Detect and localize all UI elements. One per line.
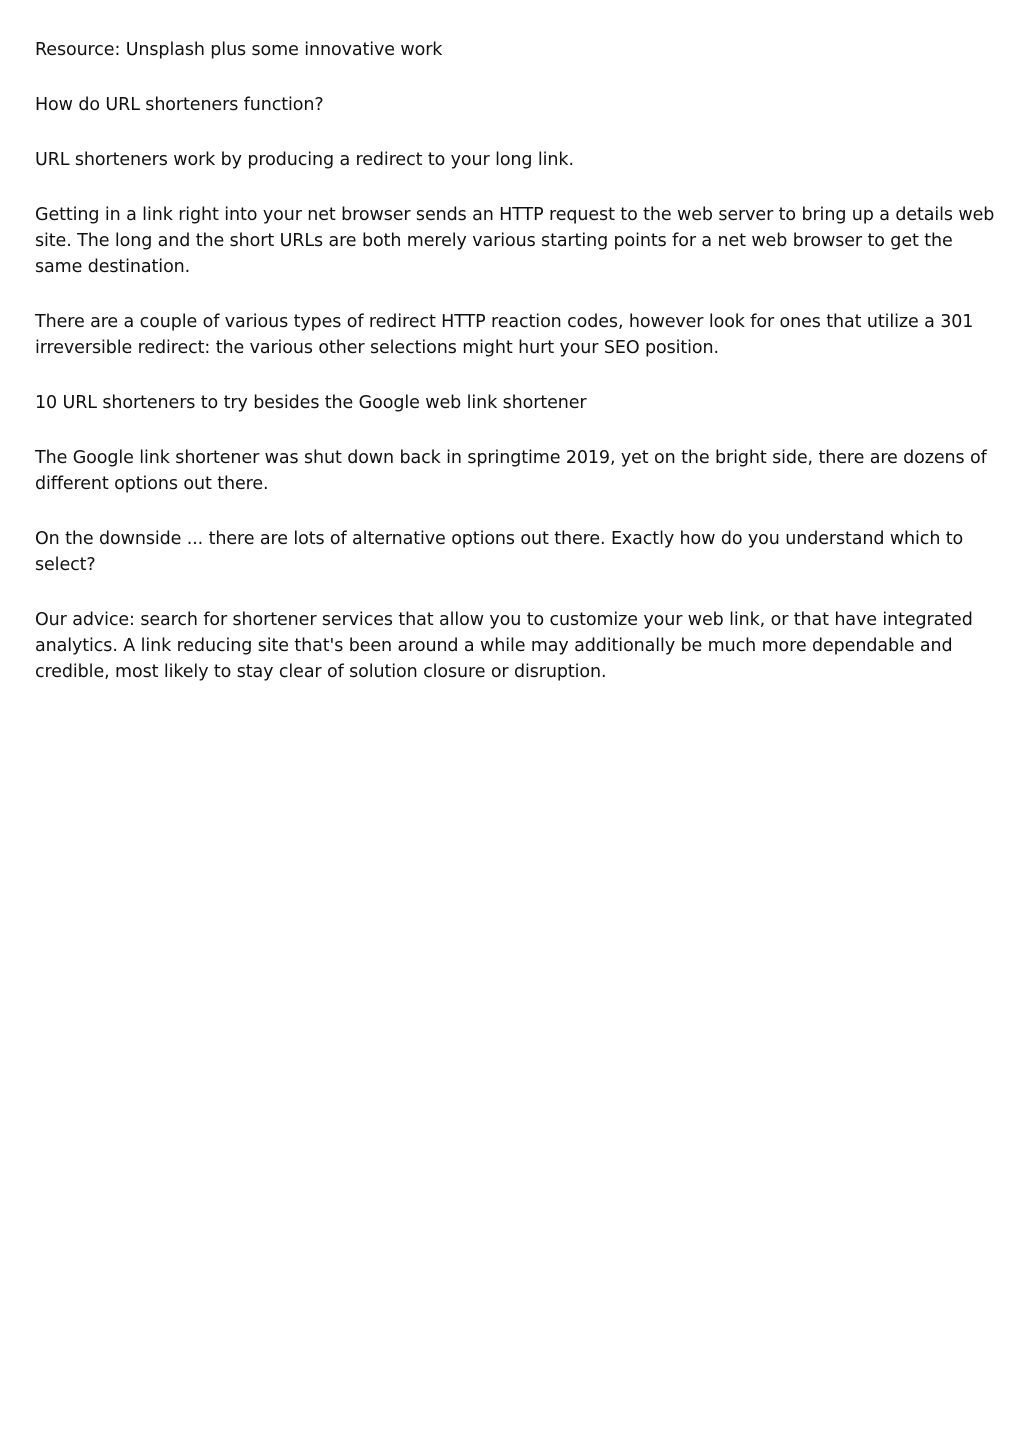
- paragraph-http-request: Getting in a link right into your net browser sends an HTTP request to the web server to bring up a details web site. The long and the short URLs are both merely various starting points for a net web browser to get the same destination.: [35, 205, 995, 277]
- document-body: [35, 37, 995, 714]
- paragraph-downside: On the downside ... there are lots of alternative options out there. Exactly how do you understand which to select?: [35, 529, 964, 575]
- paragraph-redirect-codes: There are a couple of various types of redirect HTTP reaction codes, however look for ones that utilize a 301 irreversible redirect: the various other selections might hurt your SEO position.: [35, 312, 974, 358]
- paragraph-heading-shorteners: 10 URL shorteners to try besides the Google web link shortener: [35, 393, 587, 413]
- paragraph-advice: Our advice: search for shortener services that allow you to customize your web link, or that have integrated analytics. A link reducing site that's been around a while may additionally be much more dependable and credible, most likely to stay clear of solution closure or disruption.: [35, 610, 973, 682]
- paragraph-google-shutdown: The Google link shortener was shut down back in springtime 2019, yet on the bright side, there are dozens of different options out there.: [35, 448, 987, 494]
- paragraph-heading-how-function: How do URL shorteners function?: [35, 95, 324, 115]
- paragraph-resource: Resource: Unsplash plus some innovative work: [35, 40, 443, 60]
- paragraph-redirect-intro: URL shorteners work by producing a redirect to your long link.: [35, 150, 574, 170]
